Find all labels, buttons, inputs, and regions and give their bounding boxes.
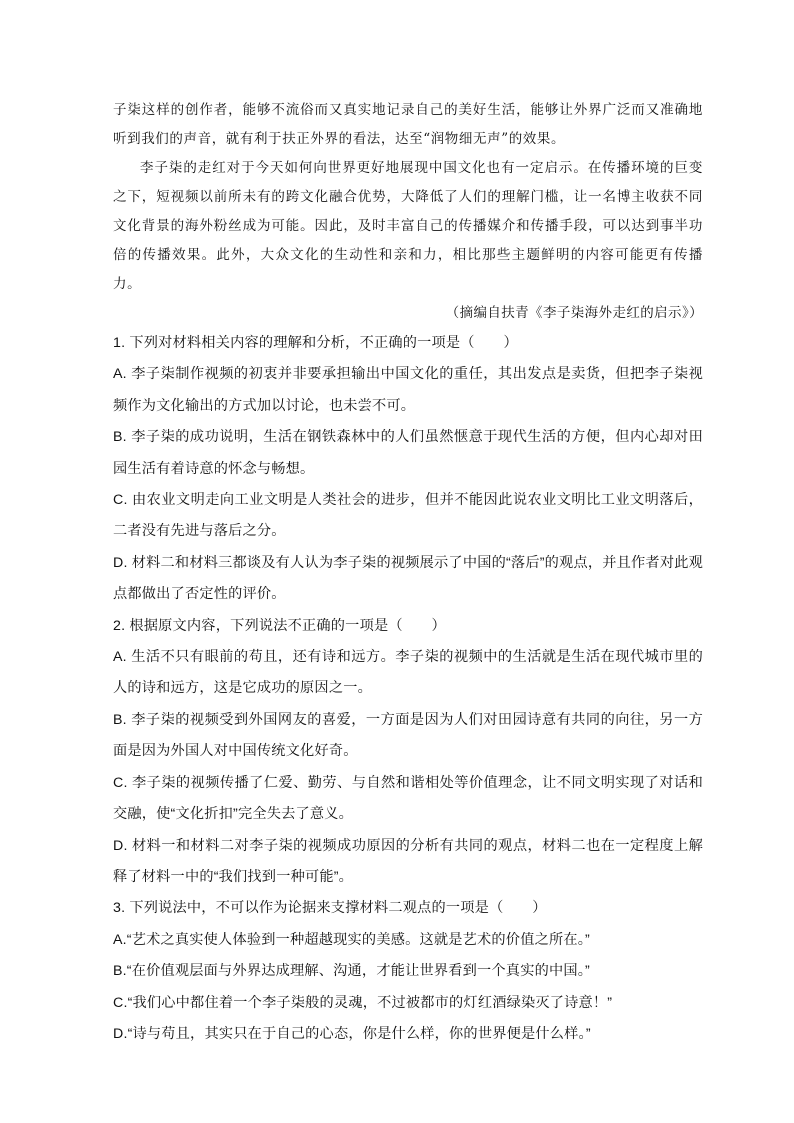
option-d: D. 材料一和材料二对李子柒的视频成功原因的分析有共同的观点，材料二也在一定程度上解释了材料一中的“我们找到一种可能”。 bbox=[113, 837, 703, 885]
option-c: C.“我们心中都住着一个李子柒般的灵魂，不过被都市的灯红酒绿染灭了诗意！” bbox=[113, 994, 613, 1011]
option-b: B.“在价值观层面与外界达成理解、沟通，才能让世界看到一个真实的中国。” bbox=[113, 963, 590, 980]
option-c: C. 李子柒的视频传播了仁爱、勤劳、与自然和谐相处等价值理念，让不同文明实现了对话和交融，使“文化折扣”完全失去了意义。 bbox=[113, 774, 703, 823]
document-page bbox=[113, 96, 703, 1050]
option-a: A. 生活不只有眼前的苟且，还有诗和远方。李子柒的视频中的生活就是生活在现代城市里的人的诗和远方，这是它成功的原因之一。 bbox=[113, 649, 703, 697]
question-2 bbox=[113, 611, 703, 894]
question-1 bbox=[113, 328, 703, 611]
passage-paragraph: 李子柒的走红对于今天如何向世界更好地展现中国文化也有一定启示。在传播环境的巨变之下，短视频以前所未有的跨文化融合优势，大降低了人们的理解门槛，让一名博主收获不同文化背景的海外粉丝成为可能。因此，及时丰富自己的传播媒介和传播手段，可以达到事半功倍的传播效果。此外，大众文化的生动性和亲和力，相比那些主题鲜明的内容可能更有传播力。 bbox=[113, 160, 703, 292]
option-b: B. 李子柒的成功说明，生活在钢铁森林中的人们虽然惬意于现代生活的方便，但内心却对田园生活有着诗意的怀念与畅想。 bbox=[113, 429, 703, 477]
question-3 bbox=[113, 893, 703, 1050]
question-stem: 3. 下列说法中，不可以作为论据来支撑材料二观点的一项是（ ） bbox=[113, 900, 547, 917]
question-stem: 1. 下列对材料相关内容的理解和分析，不正确的一项是（ ） bbox=[113, 335, 518, 351]
option-d: D. 材料二和材料三都谈及有人认为李子柒的视频展示了中国的“落后”的观点，并且作者对此观点都做出了否定性的评价。 bbox=[113, 554, 703, 603]
passage-source: （摘编自扶青《李子柒海外走红的启示》） bbox=[445, 305, 703, 321]
option-a: A. 李子柒制作视频的初衷并非要承担输出中国文化的重任，其出发点是卖货，但把李子柒视频作为文化输出的方式加以讨论，也未尝不可。 bbox=[113, 366, 703, 414]
option-b: B. 李子柒的视频受到外国网友的喜爱，一方面是因为人们对田园诗意有共同的向往，另一方面是因为外国人对中国传统文化好奇。 bbox=[113, 711, 703, 760]
option-c: C. 由农业文明走向工业文明是人类社会的进步，但并不能因此说农业文明比工业文明落后，二者没有先进与落后之分。 bbox=[113, 492, 703, 540]
passage-paragraph: 子柒这样的创作者，能够不流俗而又真实地记录自己的美好生活，能够让外界广泛而又准确地听到我们的声音，就有利于扶正外界的看法，达至“润物细无声”的效果。 bbox=[113, 102, 703, 147]
question-list bbox=[113, 328, 703, 1050]
option-d: D.“诗与苟且，其实只在于自己的心态，你是什么样，你的世界便是什么样。” bbox=[113, 1025, 591, 1042]
question-stem: 2. 根据原文内容，下列说法不正确的一项是（ ） bbox=[113, 617, 446, 634]
option-a: A.“艺术之真实使人体验到一种超越现实的美感。这就是艺术的价值之所在。” bbox=[113, 931, 590, 948]
